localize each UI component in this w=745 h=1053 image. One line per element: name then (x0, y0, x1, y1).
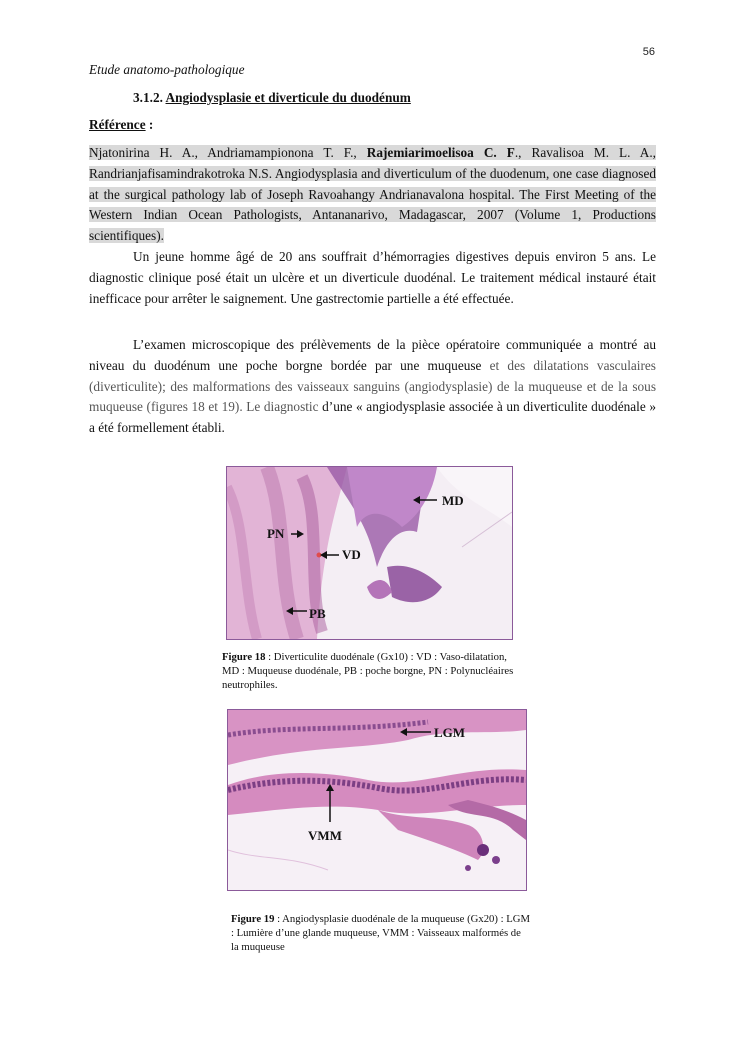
figure-19-image (227, 709, 527, 891)
figure-19-caption (231, 912, 531, 954)
reference-author-bold: Rajemiarimoelisoa C. F (366, 145, 515, 160)
label-pb: PB (309, 606, 326, 621)
section-number: 3.1.2. (133, 90, 163, 105)
figure-18-micrograph (227, 467, 512, 639)
figure-18-caption-text: : Diverticulite duodénale (Gx10) : VD : Vaso-dilatation, MD : Muqueuse duodénale, PB : poche borgne, PN : Polynucléaires neutrophiles. (222, 651, 514, 691)
reference-heading-label: Référence (89, 117, 146, 132)
figure-18-caption (222, 650, 522, 692)
label-pn: PN (267, 526, 285, 541)
running-title: Etude anatomo-pathologique (89, 62, 245, 77)
label-vd: VD (342, 547, 361, 562)
section-heading (133, 90, 411, 106)
reference-citation (89, 143, 656, 247)
reference-authors-before: Njatonirina H. A., Andriamampionona T. F., (89, 145, 367, 160)
label-lgm: LGM (434, 725, 466, 740)
figure-18-caption-label: Figure 18 (222, 651, 266, 663)
reference-authors-after: ., Ravalisoa M. L. A., Randrianjafisamindrakotroka N.S. Angiodysplasia and diverticulum of the duodenum, one case diagnosed at the surgical pathology lab of Joseph Ravoahangy Andrianavalona hospital. The First Meeting of the Western Indian Ocean Pathologists, Antananarivo, Madagascar, 2007 (Volume 1, Productions scientifiques). (89, 145, 657, 244)
paragraph-microscopy-part-a: L’examen microscopique des prélèvements de la pièce opératoire communiquée a montré au niveau du duodénum une poche borgne bordée par une muqueuse (89, 337, 656, 373)
page-number: 56 (642, 46, 655, 58)
label-vmm: VMM (308, 828, 342, 843)
figure-19-caption-label: Figure 19 (231, 913, 275, 925)
figure-19-micrograph (228, 710, 526, 890)
section-title: Angiodysplasie et diverticule du duodénum (165, 90, 411, 105)
figure-19-caption-text: : Angiodysplasie duodénale de la muqueuse (Gx20) : LGM : Lumière d’une glande muqueuse, VMM : Vaisseaux malformés de la muqueuse (231, 913, 531, 953)
reference-heading (89, 117, 153, 133)
paragraph-microscopy (89, 335, 656, 439)
paragraph-case-history: Un jeune homme âgé de 20 ans souffrait d’hémorragies digestives depuis environ 5 ans. Le diagnostic clinique posé était un ulcère et un diverticule duodénal. Le traitement médical instauré était inefficace pour arrêter le saignement. Une gastrectomie partielle a été effectuée. (89, 249, 656, 306)
reference-heading-colon: : (145, 117, 154, 132)
paragraph-microscopy-gray: et des dilatations vasculaires (diverticulite); des malformations des vaisseaux sanguins (angiodysplasie) de la muqueuse et de la sous muqueuse (figures 18 et 19). Le diagnostic (89, 357, 656, 415)
paragraph-microscopy-part-b: d’une « angiodysplasie associée à un diverticulite duodénale » a été formellement établi. (89, 399, 656, 436)
label-md: MD (442, 493, 464, 508)
figure-18-image (226, 466, 513, 640)
